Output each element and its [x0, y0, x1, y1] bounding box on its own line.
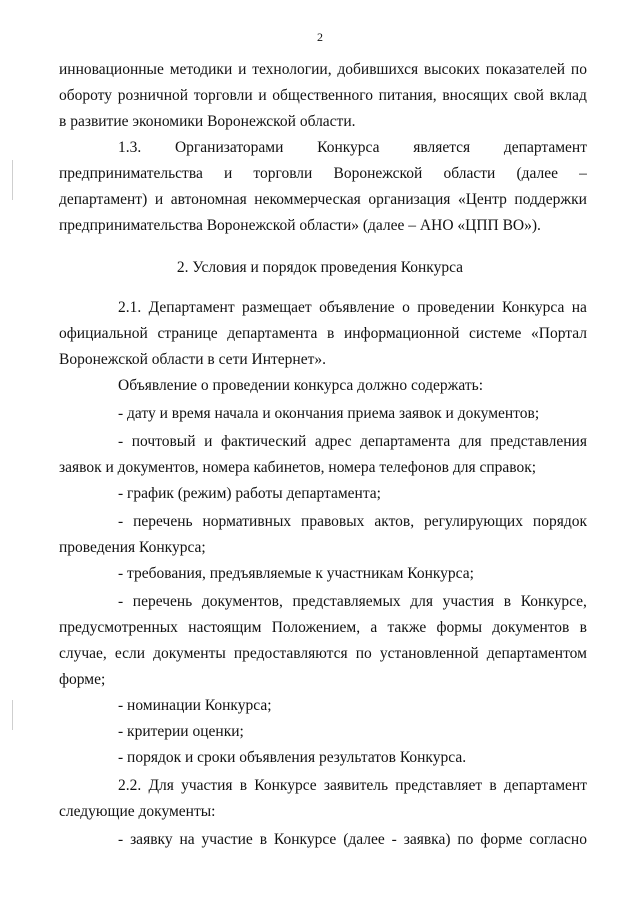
- paragraph-line: Объявление о проведении конкурса должно содержать:: [118, 377, 484, 394]
- word: странице: [157, 325, 218, 342]
- word: -: [391, 831, 397, 848]
- word: -: [118, 593, 124, 610]
- word: свой: [513, 87, 544, 104]
- word: инновационные: [59, 61, 164, 78]
- paragraph-line: Воронежской области в сети Интернет».: [59, 351, 326, 368]
- word: департамент: [503, 139, 587, 156]
- word: системе: [469, 325, 522, 342]
- word: добившихся: [337, 61, 419, 78]
- word: 1.3.: [118, 139, 142, 156]
- word: Конкурса: [317, 139, 380, 156]
- word: случае,: [59, 645, 107, 662]
- word: Конкурсе: [273, 831, 337, 848]
- word: размещает: [242, 299, 312, 316]
- list-item: [118, 432, 587, 452]
- word: Для: [148, 777, 174, 794]
- word: информационной: [343, 325, 460, 342]
- word: в: [327, 325, 335, 342]
- word: согласно: [529, 831, 587, 848]
- word: вносящих: [442, 87, 509, 104]
- word: по: [457, 831, 474, 848]
- word: Конкурсе,: [520, 593, 587, 610]
- section-heading: 2. Условия и порядок проведения Конкурса: [176, 259, 464, 276]
- paragraph-line: [59, 164, 587, 184]
- paragraph-line: [118, 138, 587, 158]
- list-item-continuation: заявок и документов, номера кабинетов, номера телефонов для справок;: [59, 459, 537, 476]
- word: представляет: [395, 777, 483, 794]
- word: (далее: [343, 831, 385, 848]
- word: для: [458, 433, 482, 450]
- word: –: [579, 165, 587, 182]
- word: некоммерческая: [254, 191, 361, 208]
- word: объявление: [319, 299, 395, 316]
- word: а: [370, 619, 378, 636]
- word: и: [258, 87, 267, 104]
- word: обороту: [59, 87, 113, 104]
- paragraph-line: предпринимательства Воронежской области» (далее – АНО «ЦПП ВО»).: [59, 217, 541, 234]
- word: и: [204, 433, 213, 450]
- word: регулирующих: [424, 513, 523, 530]
- word: если: [114, 645, 146, 662]
- word: и: [223, 165, 233, 182]
- scan-artifact: [12, 160, 13, 200]
- word: в: [259, 831, 268, 848]
- paragraph-line: [59, 190, 587, 210]
- word: предусмотренных: [59, 619, 178, 636]
- word: вклад: [549, 87, 587, 104]
- page-number: 2: [317, 30, 323, 44]
- word: методики: [169, 61, 233, 78]
- word: по: [355, 645, 372, 662]
- paragraph-line: [59, 86, 587, 106]
- list-item-continuation: [59, 644, 587, 664]
- word: области: [443, 165, 496, 182]
- word: департаментом: [486, 645, 587, 662]
- word: официальной: [59, 325, 148, 342]
- word: проведении: [417, 299, 495, 316]
- word: 2.1.: [118, 299, 142, 316]
- word: Конкурса: [501, 299, 565, 316]
- word: Организаторами: [174, 139, 284, 156]
- paragraph-line: [59, 60, 587, 80]
- word: департамента: [360, 433, 451, 450]
- paragraph-line: [118, 776, 587, 796]
- word: организация: [368, 191, 451, 208]
- word: настоящим: [188, 619, 262, 636]
- word: участия: [442, 593, 495, 610]
- paragraph-line: [59, 324, 587, 344]
- word: на: [571, 299, 587, 316]
- list-item: - номинации Конкурса;: [118, 697, 272, 714]
- list-item: [118, 830, 587, 850]
- word: порядок: [532, 513, 587, 530]
- list-item: - критерии оценки;: [118, 723, 244, 740]
- word: заявка): [403, 831, 451, 848]
- word: -: [118, 433, 124, 450]
- word: предоставляются: [233, 645, 348, 662]
- word: Конкурсе: [254, 777, 317, 794]
- word: в: [579, 619, 587, 636]
- word: «Центр: [457, 191, 507, 208]
- word: почтовый: [131, 433, 196, 450]
- word: заявку: [130, 831, 173, 848]
- word: адрес: [314, 433, 352, 450]
- list-item: - график (режим) работы департамента;: [118, 485, 381, 502]
- word: розничной: [117, 87, 189, 104]
- word: департамент): [59, 191, 148, 208]
- word: перечень: [133, 513, 193, 530]
- word: для: [410, 593, 434, 610]
- word: установленной: [379, 645, 479, 662]
- list-item: - порядок и сроки объявления результатов Конкурса.: [118, 749, 467, 766]
- word: высоких: [423, 61, 480, 78]
- scan-artifact: [12, 700, 13, 730]
- word: документы: [153, 645, 226, 662]
- word: в: [239, 777, 248, 794]
- word: перечень: [132, 593, 193, 610]
- word: участие: [201, 831, 253, 848]
- word: технологии,: [252, 61, 332, 78]
- word: департамент: [503, 777, 587, 794]
- word: документов,: [201, 593, 283, 610]
- word: -: [118, 513, 124, 530]
- word: общественного: [272, 87, 373, 104]
- word: Департамент: [148, 299, 235, 316]
- word: правовых: [301, 513, 365, 530]
- word: участия: [181, 777, 233, 794]
- word: показателей: [485, 61, 566, 78]
- word: -: [118, 831, 124, 848]
- word: документов: [492, 619, 570, 636]
- word: заявитель: [323, 777, 389, 794]
- word: является: [413, 139, 471, 156]
- word: в: [503, 593, 512, 610]
- paragraph-line: следующие документы:: [59, 803, 216, 820]
- paragraph-line: [118, 298, 587, 318]
- word: также: [387, 619, 427, 636]
- list-item-continuation: проведения Конкурса;: [59, 539, 206, 556]
- word: (далее: [516, 165, 559, 182]
- word: торговли: [253, 165, 313, 182]
- word: актов,: [374, 513, 415, 530]
- word: на: [179, 831, 195, 848]
- word: формы: [436, 619, 483, 636]
- word: в: [489, 777, 497, 794]
- list-item: - требования, предъявляемые к участникам Конкурса;: [118, 565, 474, 582]
- word: Воронежской: [333, 165, 423, 182]
- word: и: [238, 61, 247, 78]
- word: по: [570, 61, 587, 78]
- word: предпринимательства: [59, 165, 203, 182]
- word: торговли: [193, 87, 253, 104]
- list-item-continuation: [59, 618, 587, 638]
- list-item: - дату и время начала и окончания приема заявок и документов;: [118, 405, 540, 422]
- word: о: [402, 299, 410, 316]
- list-item: [118, 592, 587, 612]
- paragraph-line: в развитие экономики Воронежской области.: [59, 113, 356, 130]
- word: автономная: [170, 191, 247, 208]
- word: питания,: [378, 87, 437, 104]
- word: представляемых: [292, 593, 401, 610]
- word: департамента: [227, 325, 318, 342]
- word: «Портал: [531, 325, 587, 342]
- list-item-continuation: форме;: [59, 671, 106, 688]
- word: поддержки: [514, 191, 587, 208]
- word: форме: [480, 831, 523, 848]
- word: представления: [490, 433, 587, 450]
- list-item: [118, 512, 587, 532]
- word: Положением,: [271, 619, 361, 636]
- word: нормативных: [202, 513, 292, 530]
- word: 2.2.: [118, 777, 142, 794]
- word: и: [154, 191, 164, 208]
- word: фактический: [220, 433, 307, 450]
